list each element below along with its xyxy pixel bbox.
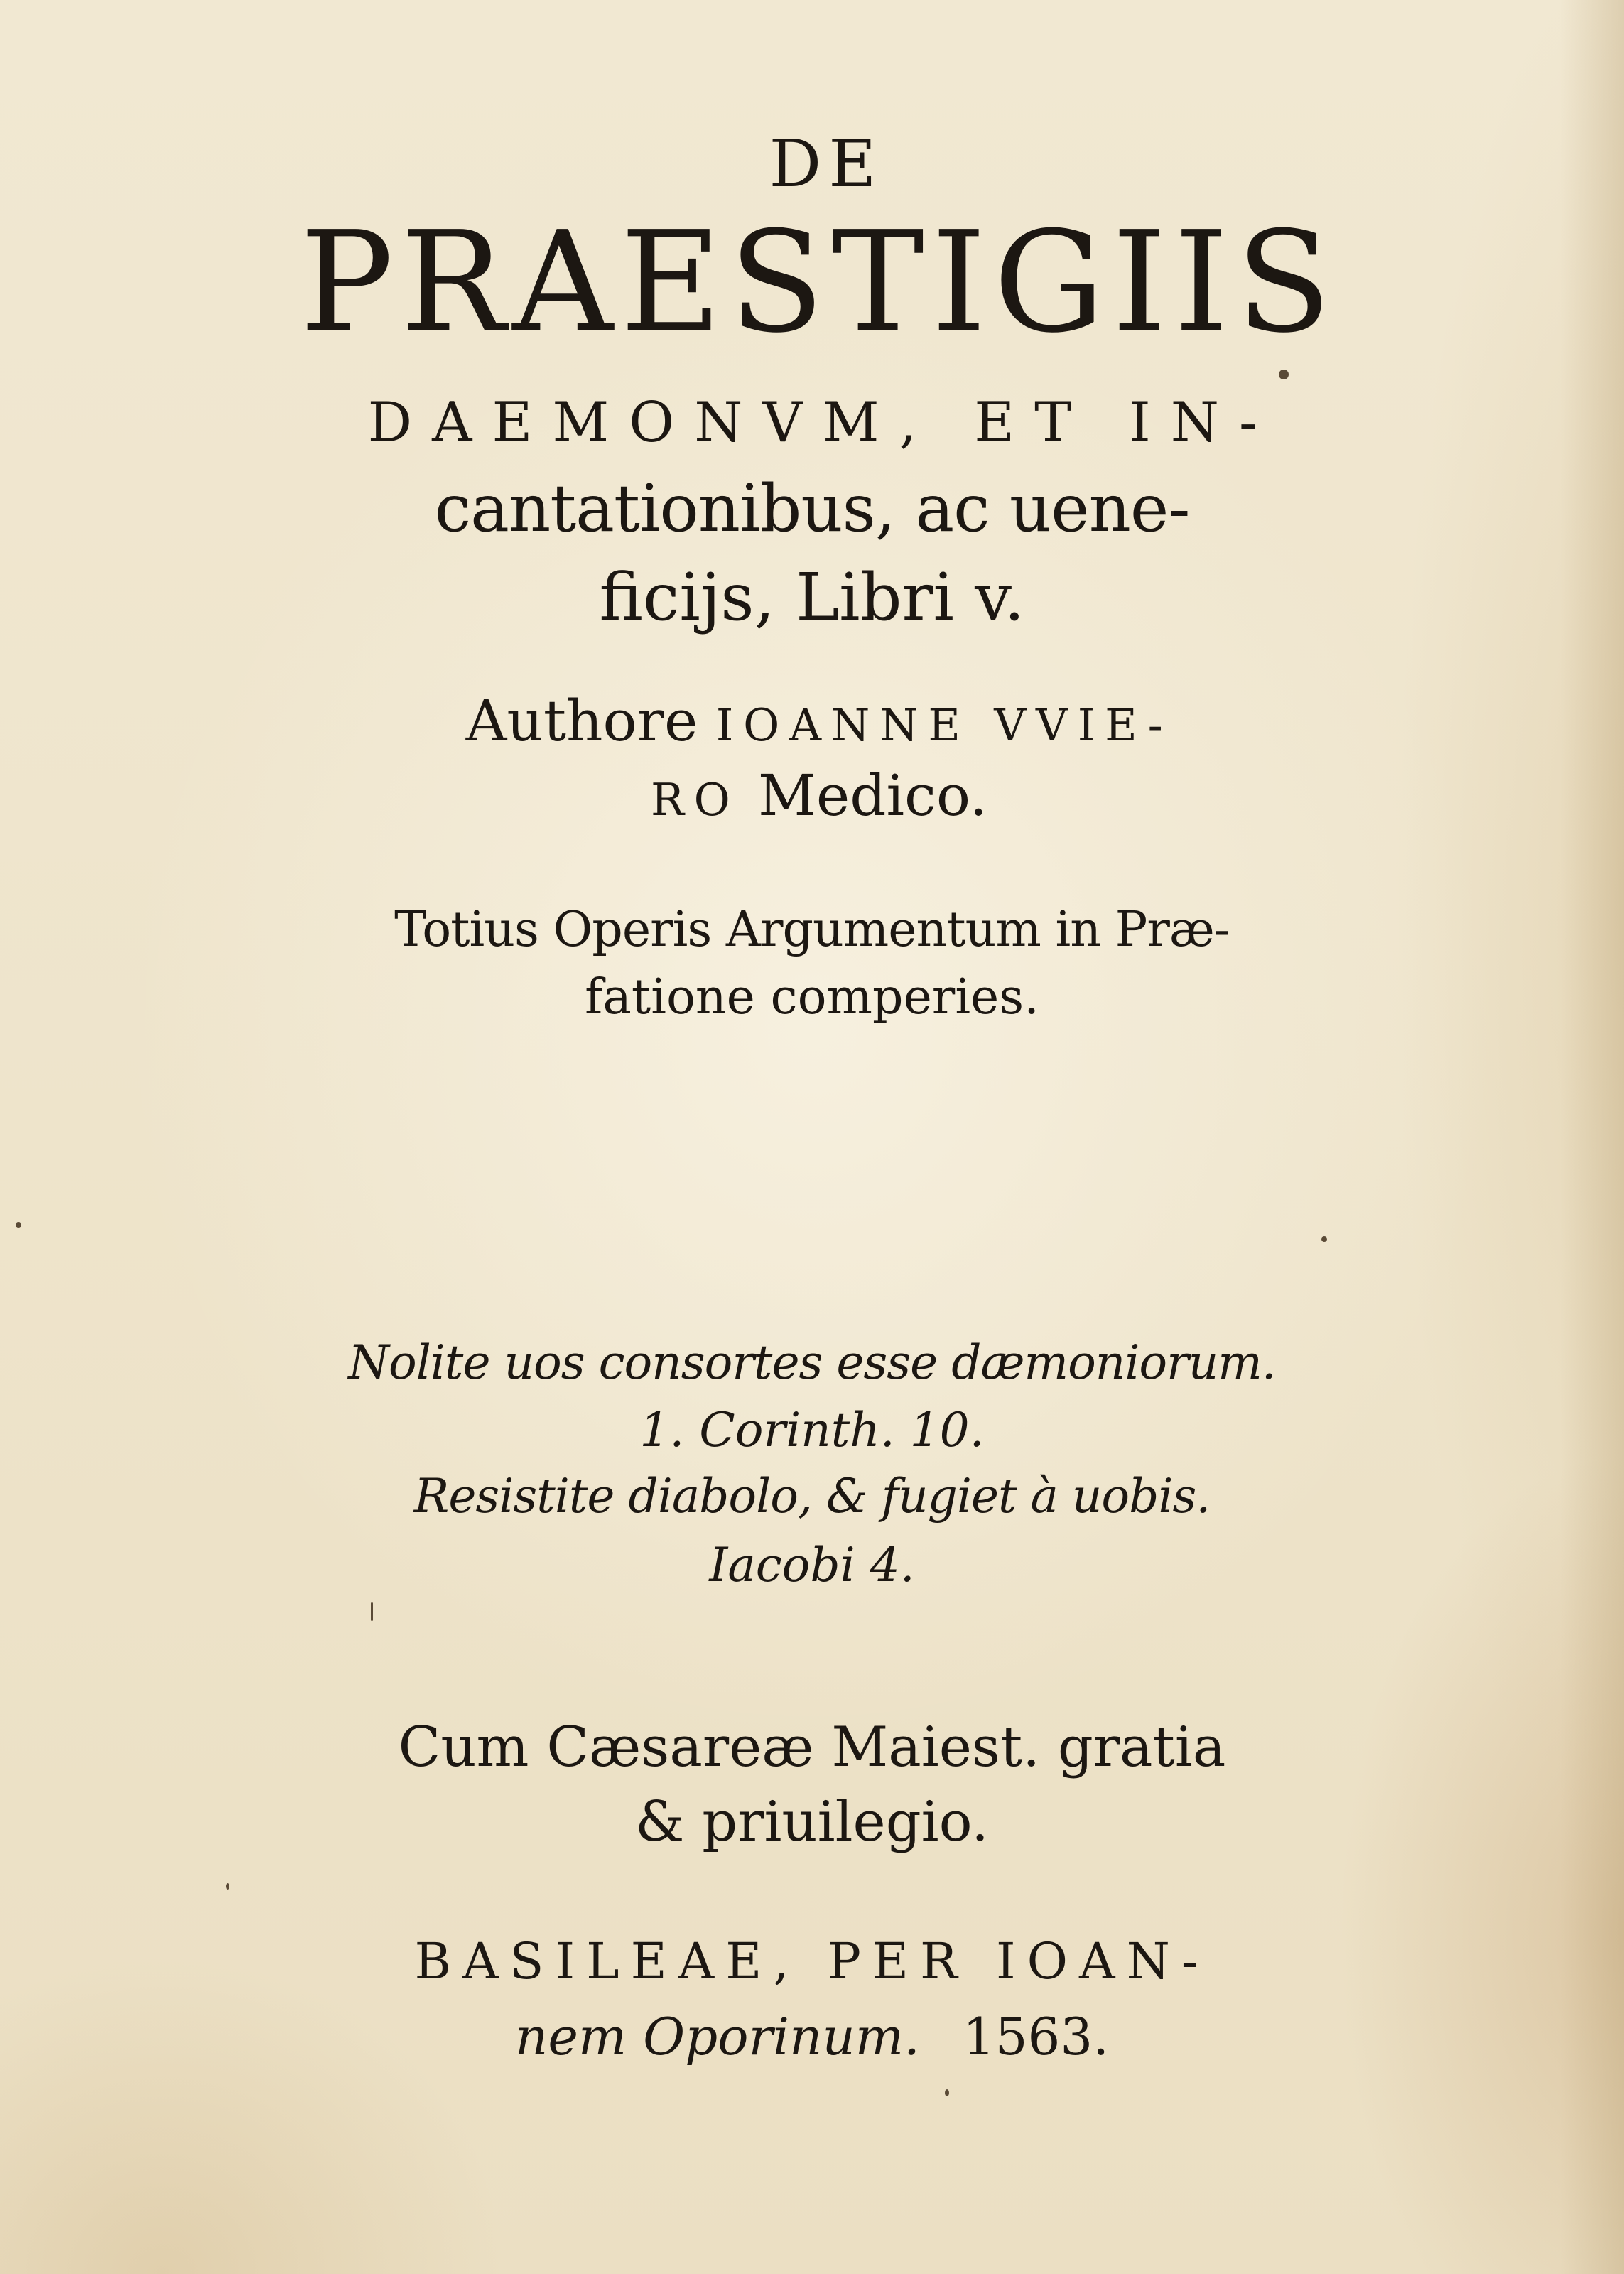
quote-2-reference: Iacobi 4. bbox=[709, 1538, 915, 1593]
paper-speck bbox=[1321, 1236, 1327, 1242]
title-line-daemonum: DAEMONVM, ET IN- bbox=[367, 391, 1278, 455]
paper-speck bbox=[16, 1222, 21, 1228]
quote-1-reference: 1. Corinth. 10. bbox=[639, 1403, 985, 1457]
imprint-year: 1563. bbox=[962, 2007, 1110, 2066]
argument-line-1: Totius Operis Argumentum in Præ- bbox=[394, 902, 1230, 958]
title-line-de: DE bbox=[769, 126, 884, 202]
paper-speck bbox=[371, 1602, 373, 1621]
author-line-2 bbox=[0, 763, 1624, 829]
privilege-line-2: & priuilegio. bbox=[635, 1790, 989, 1854]
author-line bbox=[0, 688, 1624, 754]
argument-line-2: fatione comperies. bbox=[585, 969, 1039, 1025]
imprint-line-1: BASILEAE, PER IOAN- bbox=[414, 1932, 1210, 1990]
privilege-line-1: Cum Cæsareæ Maiest. gratia bbox=[398, 1715, 1226, 1779]
quote-2: Resistite diabolo, & fugiet à uobis. bbox=[413, 1469, 1211, 1524]
paper-speck bbox=[226, 1883, 229, 1890]
quote-1: Nolite uos consortes esse dæmoniorum. bbox=[348, 1335, 1276, 1390]
main-title: PRAESTIGIIS bbox=[299, 202, 1339, 364]
imprint-printer: nem Oporinum. bbox=[514, 2007, 920, 2066]
author-profession: Medico. bbox=[757, 763, 988, 829]
paper-speck bbox=[1279, 370, 1289, 379]
author-name-part2: RO bbox=[650, 774, 740, 826]
title-line-cantationibus: cantationibus, ac uene- bbox=[434, 470, 1190, 546]
author-name-part1: IOANNE VVIE- bbox=[715, 699, 1173, 751]
author-word: Authore bbox=[465, 688, 698, 754]
paper-speck bbox=[945, 2089, 949, 2096]
title-line-ficijs: ficijs, Libri v. bbox=[599, 559, 1025, 635]
imprint-line-2 bbox=[0, 2007, 1624, 2066]
